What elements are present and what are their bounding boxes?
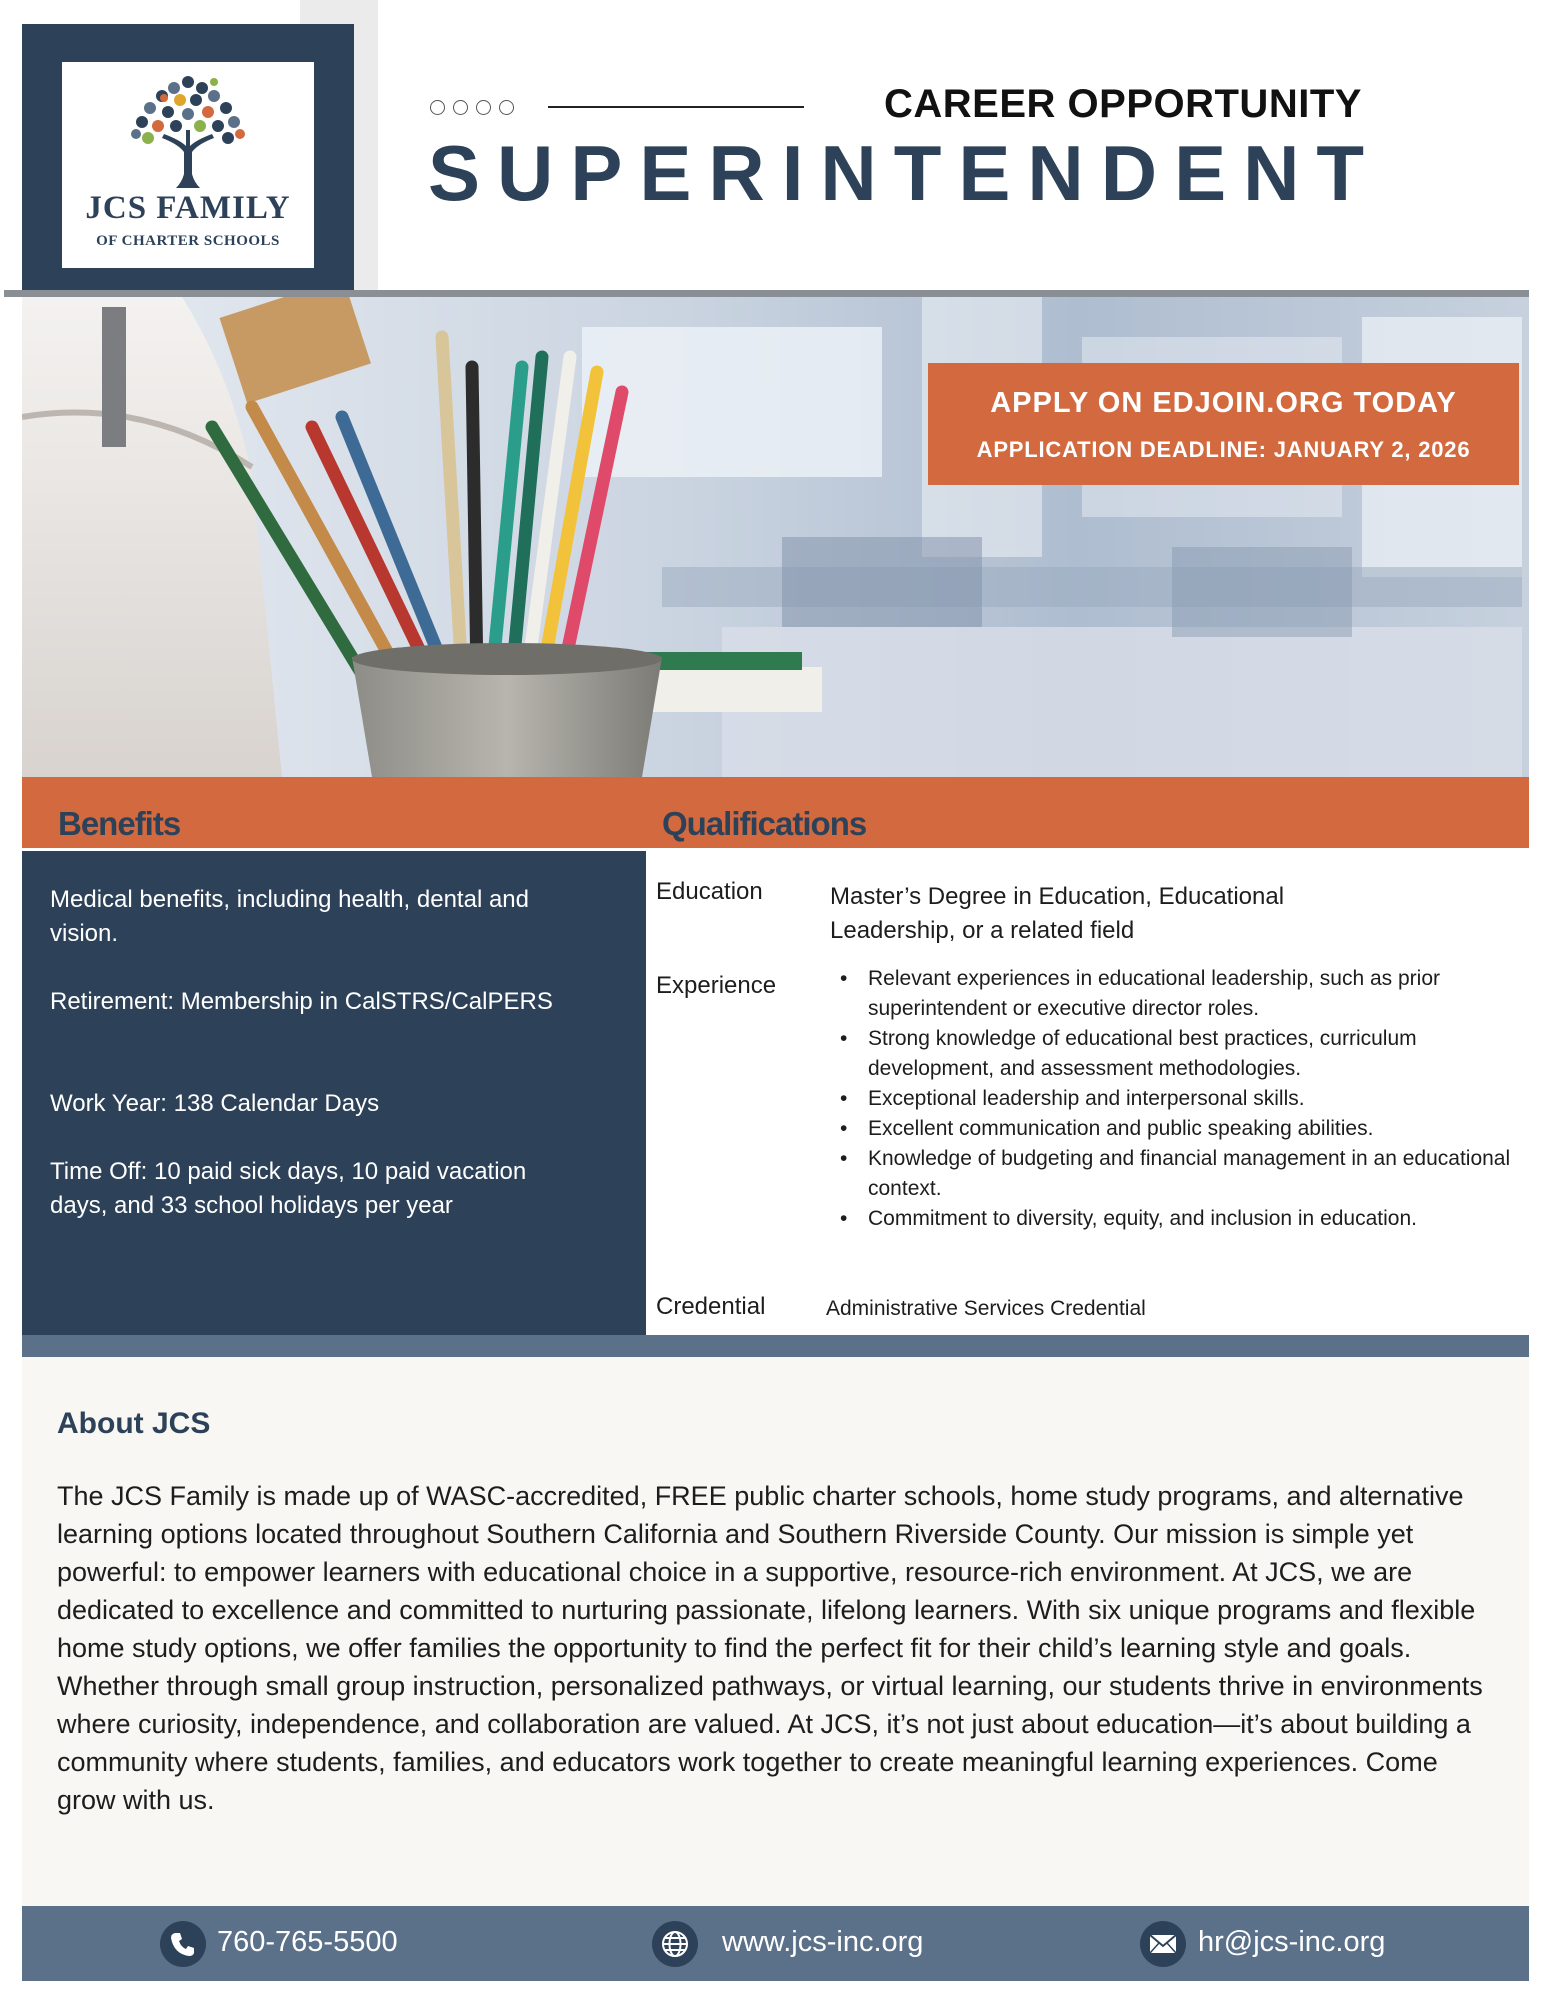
application-deadline: APPLICATION DEADLINE: JANUARY 2, 2026 (976, 437, 1471, 462)
phone-icon (160, 1921, 206, 1967)
experience-list (836, 964, 1526, 1234)
mail-icon (1140, 1921, 1186, 1967)
eyebrow-heading: CAREER OPPORTUNITY (884, 82, 1362, 126)
apply-banner (928, 363, 1519, 485)
benefit-item: Work Year: 138 Calendar Days (50, 1090, 380, 1117)
header-divider (548, 106, 804, 108)
circle-dot-icon (453, 100, 468, 115)
about-body: The JCS Family is made up of WASC-accredited, FREE public charter schools, home study programs, and alternative learning options located throughout Southern California and Southern Riverside County. Our mission is simple yet powerful: to empower learners with educational choice in a supportive, resource-rich environment. At JCS, we are dedicated to excellence and committed to nurturing passionate, lifelong learners. With six unique programs and flexible home study options, we offer families the opportunity to find the perfect fit for their child’s learning style and goals. Whether through small group instruction, personalized pathways, or virtual learning, our students thrive in environments where curiosity, independence, and collaboration are valued. At JCS, it’s not just about education—it’s about building a community where students, families, and educators work together to create meaningful learning experiences. Come grow with us. (57, 1481, 1483, 1815)
about-section (22, 1357, 1529, 1906)
page-title: SUPERINTENDENT (428, 129, 1382, 217)
globe-icon (652, 1921, 698, 1967)
list-item: • Knowledge of budgeting and financial management in an educational context. (836, 1144, 1526, 1204)
benefit-item: Time Off: 10 paid sick days, 10 paid vacation days, and 33 school holidays per year (50, 1158, 527, 1219)
decorative-dots (430, 100, 530, 116)
list-item: • Relevant experiences in educational leadership, such as prior superintendent or executive director roles. (836, 964, 1526, 1024)
circle-dot-icon (499, 100, 514, 115)
list-item: • Exceptional leadership and interpersonal skills. (836, 1084, 1526, 1114)
website-link[interactable]: www.jcs-inc.org (722, 1926, 924, 1958)
circle-dot-icon (430, 100, 445, 115)
phone-number[interactable]: 760-765-5500 (217, 1926, 398, 1958)
logo (62, 62, 314, 268)
contact-footer (22, 1906, 1529, 1981)
apply-call-to-action: APPLY ON EDJOIN.ORG TODAY (990, 387, 1457, 419)
list-item: • Excellent communication and public speaking abilities. (836, 1114, 1526, 1144)
education-text: Master’s Degree in Education, Educational Leadership, or a related field (830, 883, 1285, 944)
logo-panel (22, 24, 354, 322)
benefits-panel (22, 851, 646, 1335)
list-item: • Commitment to diversity, equity, and inclusion in education. (836, 1204, 1526, 1234)
credential-text: Administrative Services Credential (826, 1297, 1146, 1320)
list-item: • Strong knowledge of educational best practices, curriculum development, and assessment methodologies. (836, 1024, 1526, 1084)
logo-subtitle: OF CHARTER SCHOOLS (96, 233, 280, 249)
tree-logo-icon (118, 70, 258, 188)
experience-label: Experience (656, 972, 777, 999)
benefit-item: Medical benefits, including health, dental and vision. (50, 886, 529, 947)
email-link[interactable]: hr@jcs-inc.org (1198, 1926, 1386, 1958)
benefit-item: Retirement: Membership in CalSTRS/CalPERS (50, 988, 553, 1015)
section-divider (22, 1335, 1529, 1357)
qualifications-heading: Qualifications (662, 805, 867, 842)
benefits-heading: Benefits (58, 805, 181, 842)
credential-label: Credential (656, 1293, 766, 1320)
circle-dot-icon (476, 100, 491, 115)
header-rule (4, 290, 1529, 297)
education-label: Education (656, 878, 763, 905)
about-heading: About JCS (57, 1407, 211, 1440)
logo-name: JCS FAMILY (85, 190, 291, 226)
section-heading-bar (22, 777, 1529, 848)
